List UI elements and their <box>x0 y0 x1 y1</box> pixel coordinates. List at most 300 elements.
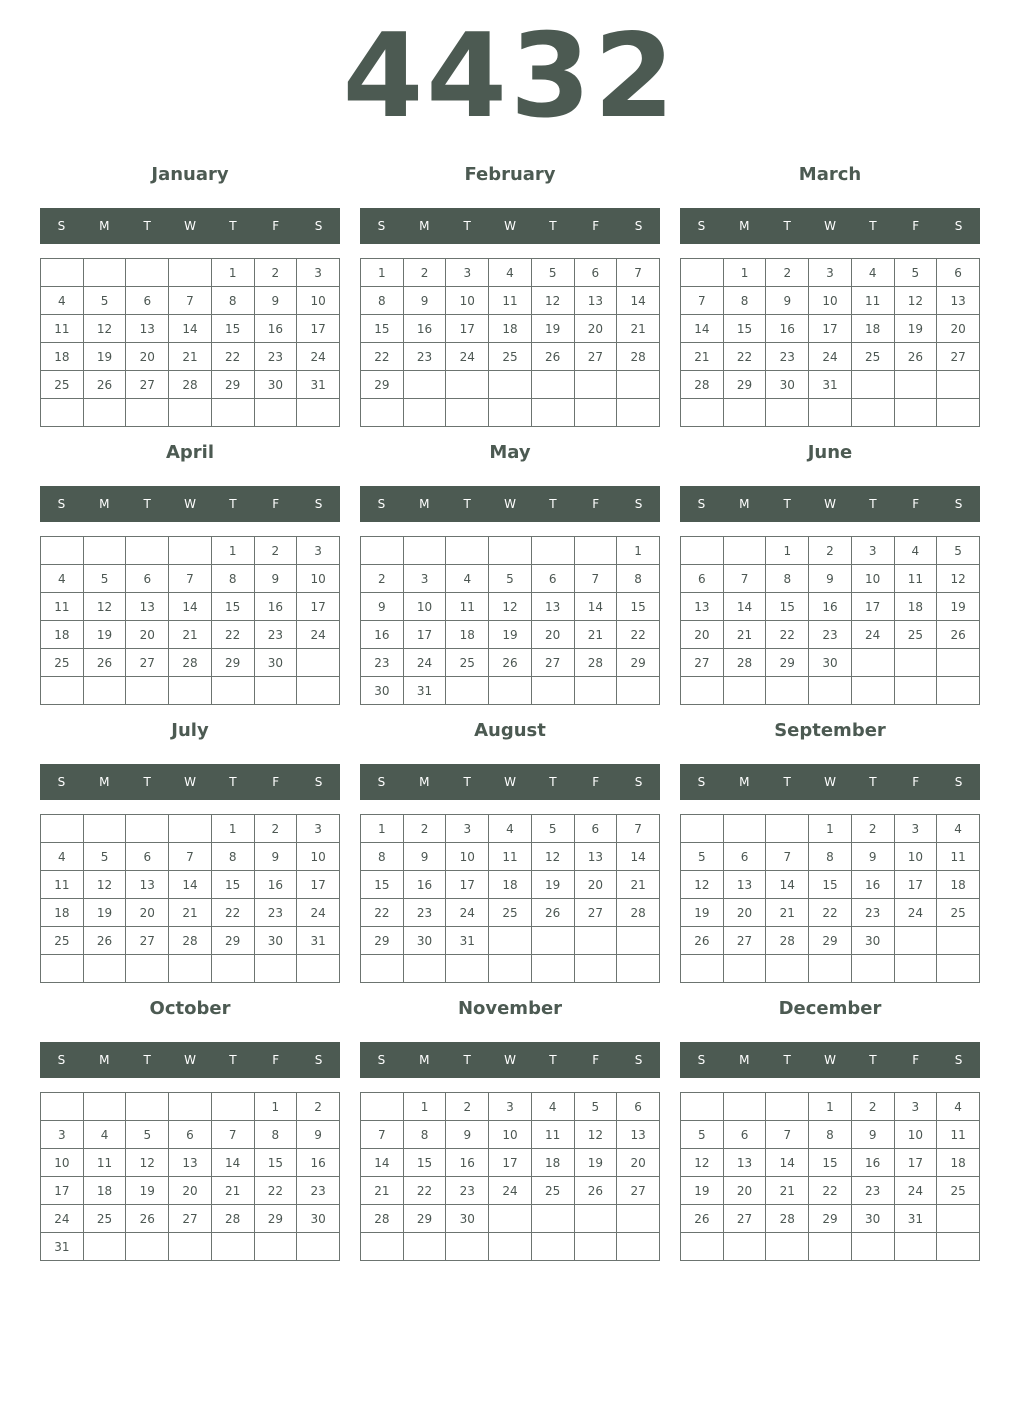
day-cell: 9 <box>361 593 404 621</box>
day-cell: 12 <box>489 593 532 621</box>
weekday-label: T <box>549 219 557 233</box>
day-grid <box>680 536 980 705</box>
day-cell: 18 <box>41 621 84 649</box>
week-row <box>41 1177 340 1205</box>
day-cell: 24 <box>297 899 340 927</box>
day-cell: 4 <box>894 537 937 565</box>
day-cell <box>169 1233 212 1261</box>
day-cell <box>937 677 980 705</box>
day-cell: 4 <box>937 1093 980 1121</box>
day-cell: 11 <box>531 1121 574 1149</box>
weekday-label: S <box>377 775 386 789</box>
day-cell <box>723 1233 766 1261</box>
day-grid <box>360 536 660 705</box>
day-cell: 11 <box>446 593 489 621</box>
day-cell: 21 <box>169 899 212 927</box>
week-row <box>361 1093 660 1121</box>
day-cell: 21 <box>766 899 809 927</box>
weekday-label: S <box>314 497 323 511</box>
day-cell <box>851 649 894 677</box>
week-row <box>681 565 980 593</box>
day-cell: 8 <box>766 565 809 593</box>
day-cell: 5 <box>574 1093 617 1121</box>
day-cell: 20 <box>126 621 169 649</box>
week-row <box>41 259 340 287</box>
day-cell: 25 <box>489 899 532 927</box>
day-cell: 22 <box>254 1177 297 1205</box>
day-cell: 14 <box>766 871 809 899</box>
day-cell: 5 <box>126 1121 169 1149</box>
day-cell <box>126 537 169 565</box>
day-cell: 18 <box>41 899 84 927</box>
day-cell: 9 <box>766 287 809 315</box>
day-cell: 25 <box>531 1177 574 1205</box>
day-cell: 7 <box>574 565 617 593</box>
day-cell: 20 <box>617 1149 660 1177</box>
weekday-label: T <box>463 219 471 233</box>
day-cell: 4 <box>531 1093 574 1121</box>
week-row <box>361 343 660 371</box>
day-cell: 3 <box>41 1121 84 1149</box>
weekday-label: T <box>549 775 557 789</box>
week-row <box>41 649 340 677</box>
day-cell: 25 <box>41 649 84 677</box>
day-cell: 27 <box>937 343 980 371</box>
day-cell: 19 <box>574 1149 617 1177</box>
day-cell: 29 <box>361 927 404 955</box>
week-row <box>41 815 340 843</box>
day-cell <box>894 371 937 399</box>
day-cell: 26 <box>681 1205 724 1233</box>
day-cell: 20 <box>723 899 766 927</box>
day-cell <box>937 649 980 677</box>
day-cell: 21 <box>617 315 660 343</box>
weekday-label: W <box>504 1053 516 1067</box>
weekday-label: S <box>697 775 706 789</box>
weekday-label: W <box>184 497 196 511</box>
weekday-label: S <box>634 1053 643 1067</box>
day-cell: 26 <box>83 927 126 955</box>
day-cell: 24 <box>446 899 489 927</box>
day-cell: 28 <box>169 371 212 399</box>
weekday-label: T <box>783 497 791 511</box>
day-cell <box>169 955 212 983</box>
day-cell: 21 <box>574 621 617 649</box>
day-cell: 4 <box>41 565 84 593</box>
weekday-label: T <box>463 1053 471 1067</box>
day-cell: 7 <box>723 565 766 593</box>
day-cell: 3 <box>489 1093 532 1121</box>
day-cell: 17 <box>297 871 340 899</box>
day-cell <box>809 1233 852 1261</box>
weekday-label: S <box>954 219 963 233</box>
day-cell <box>169 537 212 565</box>
day-cell: 11 <box>83 1149 126 1177</box>
day-cell: 8 <box>723 287 766 315</box>
day-cell <box>766 399 809 427</box>
day-cell <box>489 1233 532 1261</box>
month-name: May <box>489 442 531 463</box>
day-cell: 15 <box>254 1149 297 1177</box>
week-row <box>361 955 660 983</box>
day-cell: 4 <box>83 1121 126 1149</box>
day-cell: 11 <box>937 1121 980 1149</box>
day-cell: 5 <box>83 843 126 871</box>
day-cell: 24 <box>894 899 937 927</box>
day-cell: 8 <box>211 287 254 315</box>
weekday-header <box>360 208 660 244</box>
day-cell: 8 <box>361 287 404 315</box>
day-cell: 26 <box>531 899 574 927</box>
week-row <box>41 565 340 593</box>
day-cell <box>489 1205 532 1233</box>
day-cell: 23 <box>809 621 852 649</box>
day-cell <box>809 955 852 983</box>
weekday-label: T <box>783 219 791 233</box>
day-cell: 28 <box>617 343 660 371</box>
day-cell: 15 <box>403 1149 446 1177</box>
day-cell: 18 <box>937 871 980 899</box>
weekday-label: F <box>272 219 280 233</box>
day-cell: 7 <box>211 1121 254 1149</box>
day-cell: 12 <box>83 315 126 343</box>
day-cell: 10 <box>446 287 489 315</box>
day-cell: 15 <box>211 593 254 621</box>
day-cell: 24 <box>489 1177 532 1205</box>
day-cell <box>126 1093 169 1121</box>
day-cell: 10 <box>297 287 340 315</box>
week-row <box>681 259 980 287</box>
day-cell <box>617 927 660 955</box>
weekday-label: F <box>592 775 600 789</box>
day-cell <box>83 537 126 565</box>
day-cell: 5 <box>681 843 724 871</box>
week-row <box>681 1149 980 1177</box>
day-cell: 23 <box>851 899 894 927</box>
day-cell: 4 <box>489 259 532 287</box>
year-title: 4432 <box>342 9 678 144</box>
weekday-header <box>360 764 660 800</box>
day-cell: 18 <box>851 315 894 343</box>
day-cell: 11 <box>41 871 84 899</box>
day-cell <box>851 371 894 399</box>
day-cell: 31 <box>41 1233 84 1261</box>
day-cell: 28 <box>169 649 212 677</box>
day-cell <box>41 399 84 427</box>
day-cell: 30 <box>254 649 297 677</box>
weekday-label: W <box>824 775 836 789</box>
week-row <box>681 315 980 343</box>
day-cell <box>681 399 724 427</box>
day-cell: 10 <box>403 593 446 621</box>
week-row <box>41 1093 340 1121</box>
day-cell: 5 <box>531 259 574 287</box>
day-cell: 23 <box>446 1177 489 1205</box>
weekday-label: F <box>912 497 920 511</box>
day-cell: 13 <box>617 1121 660 1149</box>
day-cell: 9 <box>254 287 297 315</box>
day-cell: 7 <box>169 287 212 315</box>
weekday-label: S <box>954 775 963 789</box>
day-cell: 28 <box>766 1205 809 1233</box>
weekday-header <box>360 486 660 522</box>
day-cell: 13 <box>169 1149 212 1177</box>
day-cell: 8 <box>361 843 404 871</box>
week-row <box>681 927 980 955</box>
week-row <box>41 955 340 983</box>
day-cell <box>211 677 254 705</box>
week-row <box>361 871 660 899</box>
day-cell: 30 <box>851 1205 894 1233</box>
day-cell: 22 <box>361 899 404 927</box>
day-cell: 11 <box>489 843 532 871</box>
day-cell: 13 <box>681 593 724 621</box>
day-cell: 28 <box>574 649 617 677</box>
day-grid <box>40 536 340 705</box>
day-cell: 13 <box>574 843 617 871</box>
week-row <box>361 1205 660 1233</box>
day-cell: 18 <box>83 1177 126 1205</box>
day-cell: 29 <box>211 649 254 677</box>
day-cell <box>681 1093 724 1121</box>
day-cell: 8 <box>211 843 254 871</box>
weekday-label: F <box>592 219 600 233</box>
day-cell: 7 <box>681 287 724 315</box>
day-cell: 18 <box>894 593 937 621</box>
day-cell: 13 <box>126 871 169 899</box>
weekday-label: W <box>184 1053 196 1067</box>
day-cell <box>851 955 894 983</box>
week-row <box>681 593 980 621</box>
day-cell: 7 <box>766 1121 809 1149</box>
day-cell: 23 <box>403 343 446 371</box>
weekday-label: T <box>549 497 557 511</box>
day-cell: 24 <box>851 621 894 649</box>
day-cell: 20 <box>681 621 724 649</box>
day-cell <box>574 399 617 427</box>
day-cell: 14 <box>617 843 660 871</box>
weekday-label: S <box>954 497 963 511</box>
day-cell: 14 <box>169 871 212 899</box>
day-cell: 7 <box>169 565 212 593</box>
day-cell: 6 <box>169 1121 212 1149</box>
weekday-label: S <box>697 497 706 511</box>
day-cell <box>126 955 169 983</box>
week-row <box>41 315 340 343</box>
day-cell: 19 <box>531 315 574 343</box>
weekday-label: S <box>314 1053 323 1067</box>
day-cell: 27 <box>681 649 724 677</box>
day-cell <box>937 927 980 955</box>
week-row <box>681 649 980 677</box>
day-cell: 29 <box>766 649 809 677</box>
day-cell: 21 <box>211 1177 254 1205</box>
day-cell: 6 <box>681 565 724 593</box>
day-cell <box>531 1205 574 1233</box>
day-cell: 26 <box>489 649 532 677</box>
weekday-label: T <box>869 497 877 511</box>
day-cell <box>297 649 340 677</box>
day-cell <box>83 1233 126 1261</box>
week-row <box>681 1177 980 1205</box>
day-cell: 28 <box>766 927 809 955</box>
day-cell: 9 <box>851 1121 894 1149</box>
day-cell: 4 <box>446 565 489 593</box>
day-cell: 19 <box>83 343 126 371</box>
day-cell: 10 <box>809 287 852 315</box>
day-cell: 11 <box>489 287 532 315</box>
day-cell <box>531 677 574 705</box>
day-cell: 22 <box>211 621 254 649</box>
day-cell: 1 <box>211 815 254 843</box>
week-row <box>361 899 660 927</box>
day-cell: 18 <box>489 871 532 899</box>
day-cell <box>574 537 617 565</box>
week-row <box>681 1093 980 1121</box>
day-cell: 22 <box>211 343 254 371</box>
weekday-label: T <box>143 1053 151 1067</box>
month-name: November <box>457 998 563 1019</box>
day-cell: 26 <box>894 343 937 371</box>
day-cell: 22 <box>723 343 766 371</box>
week-row <box>361 1121 660 1149</box>
weekday-label: S <box>57 775 66 789</box>
day-cell: 23 <box>254 343 297 371</box>
day-cell <box>617 1233 660 1261</box>
day-cell: 24 <box>446 343 489 371</box>
day-cell <box>361 1093 404 1121</box>
day-cell <box>851 1233 894 1261</box>
day-cell: 10 <box>894 843 937 871</box>
day-cell: 8 <box>809 843 852 871</box>
day-cell: 22 <box>809 899 852 927</box>
day-cell: 14 <box>723 593 766 621</box>
weekday-label: T <box>869 1053 877 1067</box>
day-cell: 30 <box>446 1205 489 1233</box>
day-cell <box>254 1233 297 1261</box>
day-cell: 7 <box>617 259 660 287</box>
day-cell: 15 <box>809 1149 852 1177</box>
day-cell: 1 <box>809 1093 852 1121</box>
day-cell: 5 <box>83 287 126 315</box>
day-cell <box>489 955 532 983</box>
day-cell <box>41 955 84 983</box>
day-cell: 12 <box>126 1149 169 1177</box>
day-cell <box>403 1233 446 1261</box>
day-cell: 16 <box>254 315 297 343</box>
weekday-label: T <box>229 1053 237 1067</box>
day-cell: 1 <box>766 537 809 565</box>
day-cell: 1 <box>723 259 766 287</box>
week-row <box>681 1205 980 1233</box>
day-cell: 2 <box>361 565 404 593</box>
day-cell: 20 <box>723 1177 766 1205</box>
day-cell <box>254 677 297 705</box>
day-cell: 15 <box>723 315 766 343</box>
day-cell <box>446 955 489 983</box>
week-row <box>361 371 660 399</box>
day-cell: 21 <box>169 621 212 649</box>
day-cell: 6 <box>723 1121 766 1149</box>
day-cell <box>169 1093 212 1121</box>
day-cell: 23 <box>297 1177 340 1205</box>
week-row <box>681 843 980 871</box>
day-cell: 17 <box>489 1149 532 1177</box>
day-cell: 3 <box>894 815 937 843</box>
day-cell: 19 <box>681 899 724 927</box>
day-cell: 15 <box>766 593 809 621</box>
weekday-header <box>40 764 340 800</box>
day-cell: 30 <box>254 371 297 399</box>
day-cell: 6 <box>126 287 169 315</box>
day-cell <box>254 399 297 427</box>
day-cell: 2 <box>254 259 297 287</box>
day-cell: 23 <box>851 1177 894 1205</box>
day-cell: 18 <box>489 315 532 343</box>
day-cell: 13 <box>126 593 169 621</box>
weekday-label: S <box>377 497 386 511</box>
day-cell: 16 <box>254 871 297 899</box>
day-cell: 11 <box>41 315 84 343</box>
day-cell: 14 <box>169 593 212 621</box>
day-cell: 22 <box>766 621 809 649</box>
month-name: September <box>774 720 886 741</box>
week-row <box>361 649 660 677</box>
weekday-label: S <box>377 1053 386 1067</box>
day-cell: 27 <box>723 1205 766 1233</box>
day-cell <box>617 677 660 705</box>
day-cell: 10 <box>446 843 489 871</box>
weekday-label: F <box>592 1053 600 1067</box>
day-cell: 4 <box>937 815 980 843</box>
day-cell <box>681 1233 724 1261</box>
day-cell: 18 <box>446 621 489 649</box>
day-cell <box>489 677 532 705</box>
week-row <box>681 871 980 899</box>
month-name: December <box>778 998 882 1019</box>
day-cell <box>297 1233 340 1261</box>
day-cell <box>851 399 894 427</box>
day-cell <box>681 677 724 705</box>
weekday-label: S <box>634 497 643 511</box>
day-cell: 6 <box>126 843 169 871</box>
day-cell: 4 <box>851 259 894 287</box>
day-cell <box>723 815 766 843</box>
weekday-label: W <box>184 219 196 233</box>
day-cell: 9 <box>851 843 894 871</box>
day-cell <box>83 1093 126 1121</box>
day-cell: 3 <box>446 815 489 843</box>
weekday-label: T <box>869 219 877 233</box>
day-cell <box>169 399 212 427</box>
day-cell: 16 <box>766 315 809 343</box>
day-cell: 10 <box>41 1149 84 1177</box>
weekday-header <box>40 1042 340 1078</box>
day-cell <box>126 815 169 843</box>
week-row <box>41 371 340 399</box>
day-cell: 23 <box>254 621 297 649</box>
weekday-header <box>40 208 340 244</box>
day-cell: 16 <box>403 871 446 899</box>
day-cell: 26 <box>681 927 724 955</box>
day-grid <box>40 814 340 983</box>
day-cell: 20 <box>574 871 617 899</box>
day-cell: 1 <box>809 815 852 843</box>
week-row <box>361 1177 660 1205</box>
day-cell: 2 <box>809 537 852 565</box>
day-cell <box>937 399 980 427</box>
weekday-header <box>680 764 980 800</box>
